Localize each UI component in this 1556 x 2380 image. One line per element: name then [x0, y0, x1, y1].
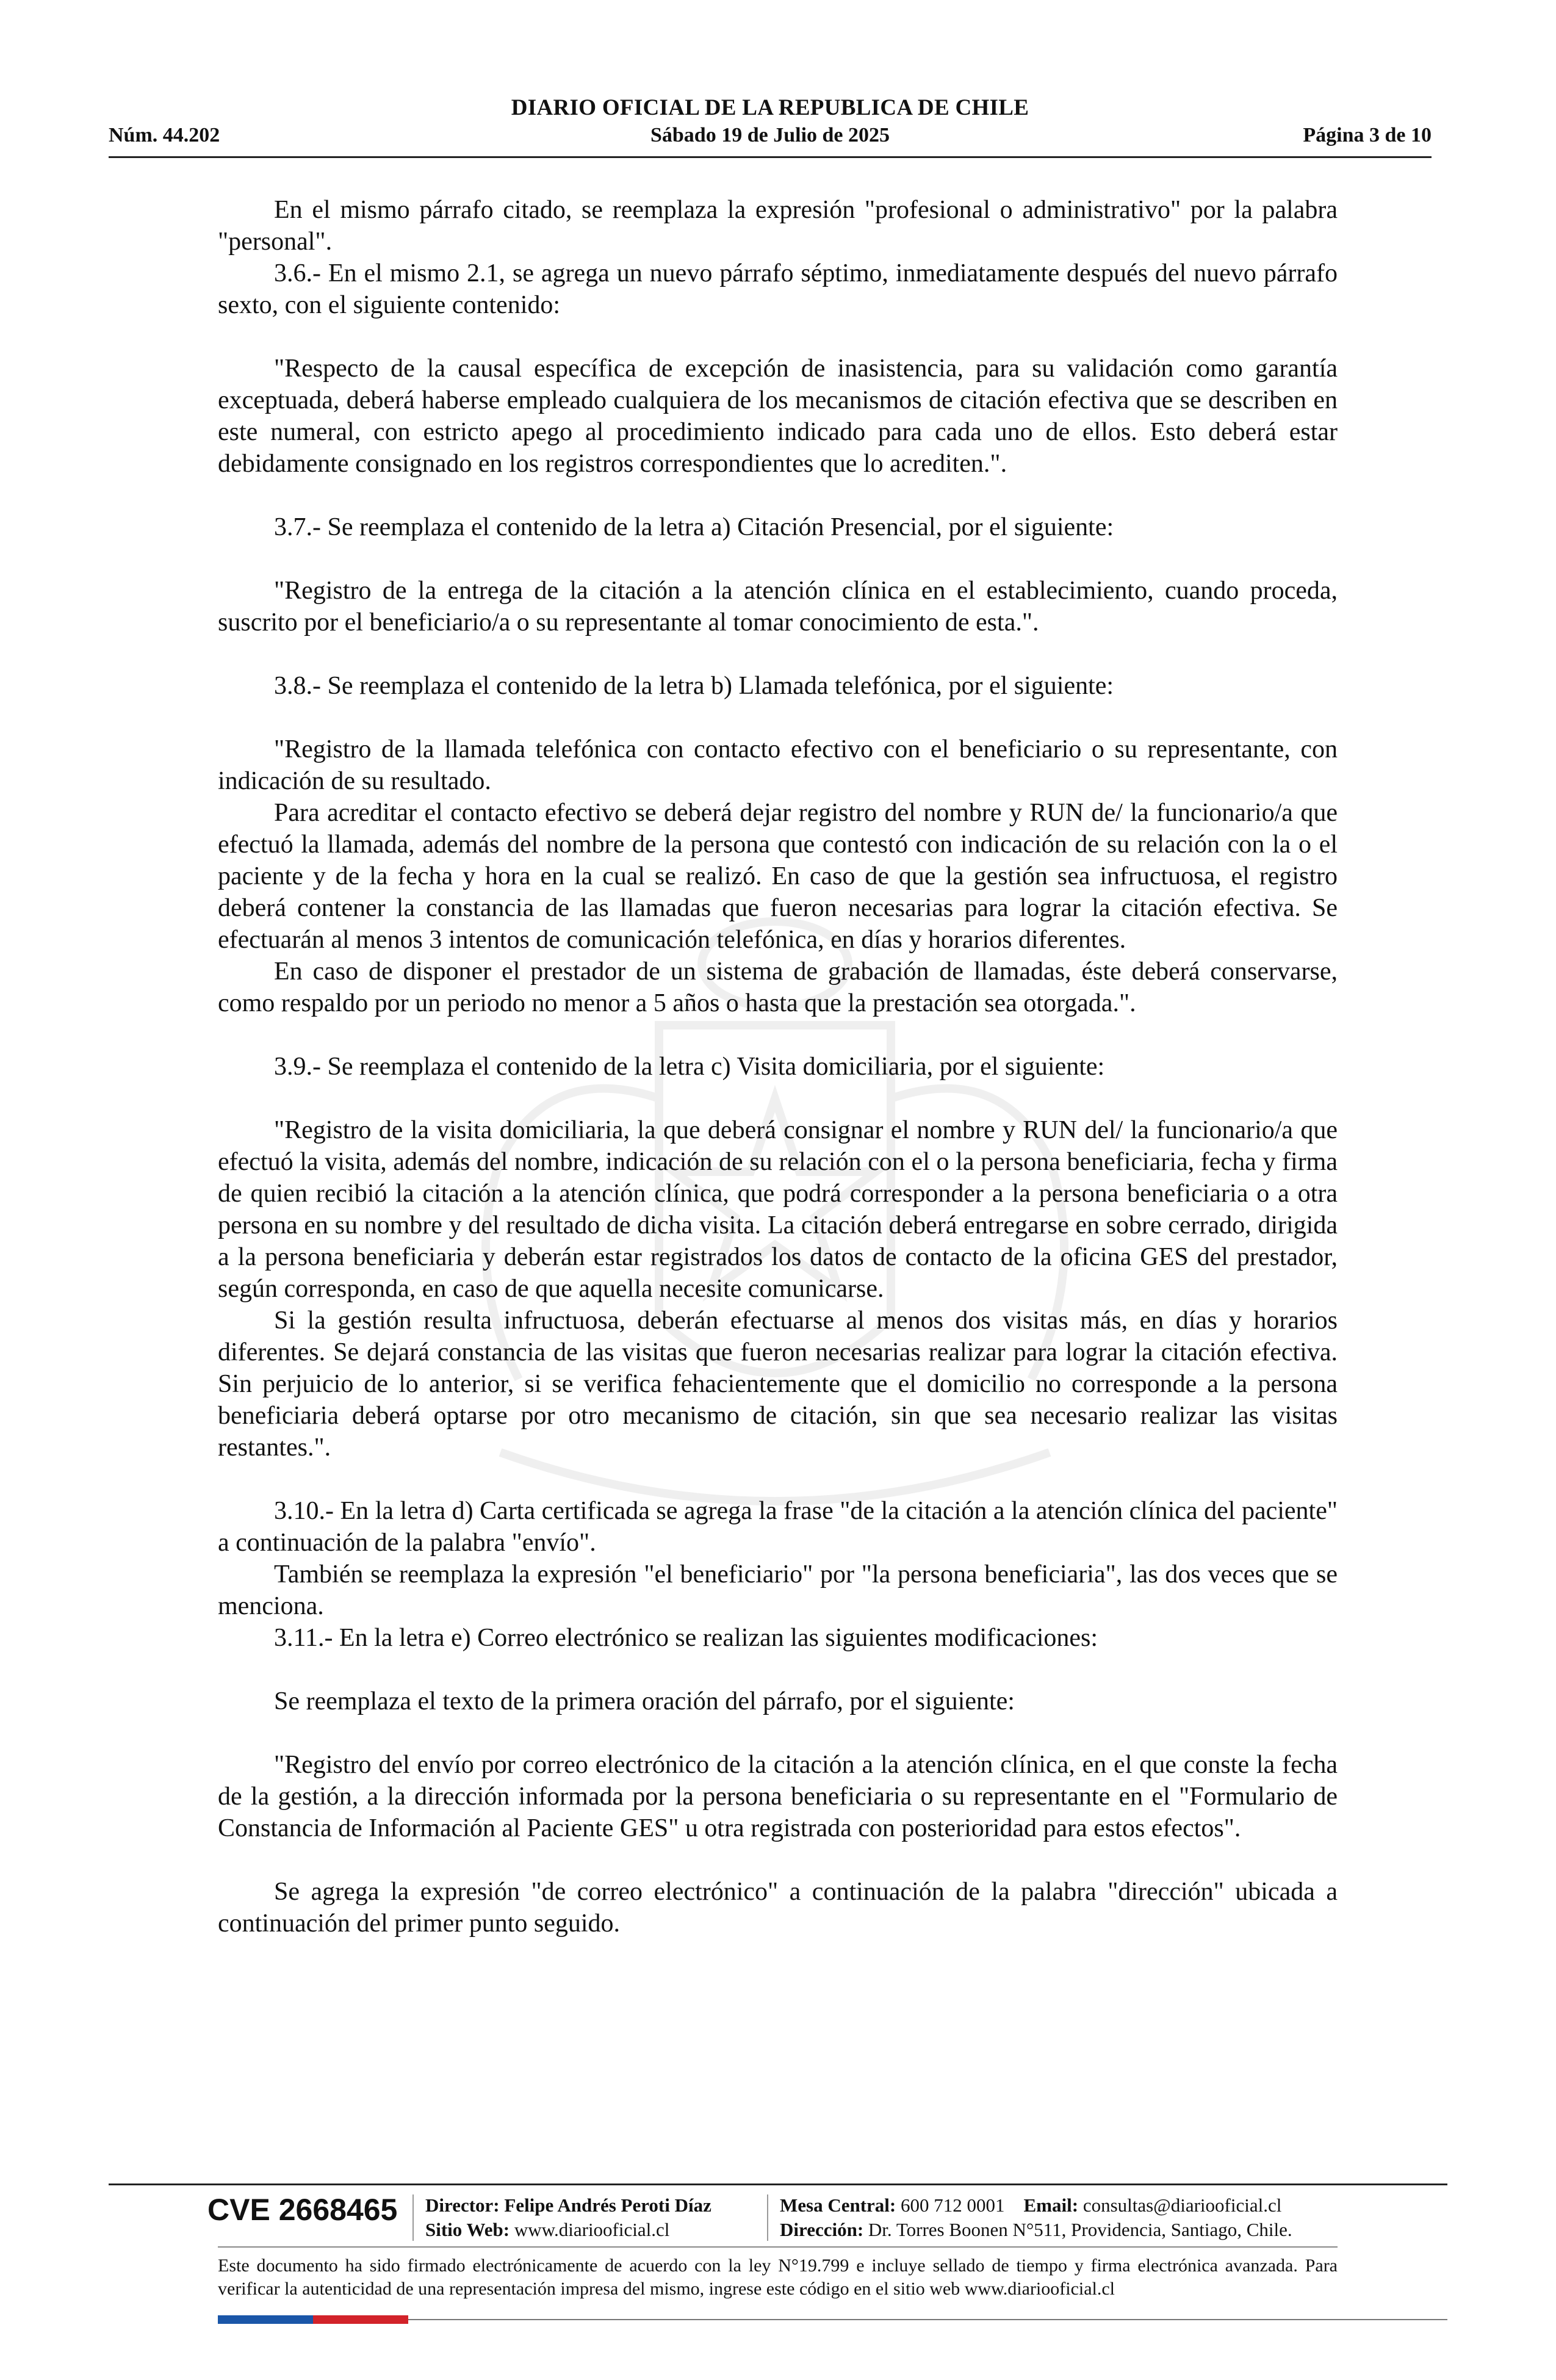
- director-name: Felipe Andrés Peroti Díaz: [504, 2194, 711, 2216]
- paragraph: Si la gestión resulta infructuosa, deberán efectuarse al menos dos visitas más, en días y horarios diferentes. Se dejará constancia de las visitas que fueron necesarias realizar para lograr la citación efectiva. Sin perjuicio de lo anterior, si se verifica fehacientemente que el domicilio no corresponde a la persona beneficiaria deberá optarse por otro mecanismo de citación, sin que sea necesario realizar las visitas restantes.".: [218, 1307, 1338, 1462]
- newspaper-title: DIARIO OFICIAL DE LA REPUBLICA DE CHILE: [511, 95, 1029, 120]
- paragraph: "Registro del envío por correo electrónico de la citación a la atención clínica, en el que conste la fecha de la gestión, a la dirección informada por la persona beneficiaria o su representante en el "Formulario de Constancia de Información al Paciente GES" u otra registrada con posterioridad para estos efectos".: [218, 1751, 1338, 1842]
- signature-notice: Este documento ha sido firmado electrónicamente de acuerdo con la ley N°19.799 e incluye sellado de tiempo y firma electrónica avanzada. Para verificar la autenticidad de una representación impresa del mismo, ingrese este código en el sitio web www.diariooficial.cl: [218, 2256, 1338, 2299]
- page-number: Página 3 de 10: [1303, 124, 1432, 146]
- paragraph: "Respecto de la causal específica de excepción de inasistencia, para su validación como garantía exceptuada, deberá haberse empleado cualquiera de los mecanismos de citación efectiva que se describen en este numeral, con estricto apego al procedimiento indicado para cada uno de ellos. Esto deberá estar debidamente consignado en los registros correspondientes que lo acrediten.".: [218, 355, 1338, 478]
- footer-divider: [109, 2183, 1447, 2185]
- paragraph: "Registro de la llamada telefónica con contacto efectivo con el beneficiario o su representante, con indicación de su resultado.: [218, 735, 1338, 795]
- footer-separator: [767, 2194, 768, 2241]
- paragraph: Se reemplaza el texto de la primera oración del párrafo, por el siguiente:: [274, 1687, 1015, 1715]
- paragraph: En el mismo párrafo citado, se reemplaza la expresión "profesional o administrativo" por la palabra "personal".: [218, 196, 1338, 256]
- paragraph: También se reemplaza la expresión "el beneficiario" por "la persona beneficiaria", las dos veces que se menciona.: [218, 1560, 1338, 1620]
- website-label: Sitio Web:: [425, 2219, 510, 2240]
- cve-code: CVE 2668465: [207, 2193, 398, 2227]
- document-body: [218, 194, 1338, 1939]
- paragraph: 3.9.- Se reemplaza el contenido de la letra c) Visita domiciliaria, por el siguiente:: [274, 1053, 1105, 1081]
- email-link[interactable]: consultas@diariooficial.cl: [1082, 2194, 1282, 2216]
- footer-director-block: [425, 2193, 711, 2242]
- paragraph: "Registro de la visita domiciliaria, la que deberá consignar el nombre y RUN del/ la funcionario/a que efectuó la visita, además del nombre, indicación de su relación con el o la persona beneficiaria, fecha y firma de quien recibió la citación a la atención clínica, que podrá corresponder a la persona beneficiaria o a otra persona en su nombre y del resultado de dicha visita. La citación deberá entregarse en sobre cerrado, dirigida a la persona beneficiaria y deberán estar registrados los datos de contacto de la oficina GES del prestador, según corresponda, en caso de que aquella necesite comunicarse.: [218, 1116, 1338, 1303]
- footer-contact-block: [780, 2193, 1292, 2242]
- paragraph: Se agrega la expresión "de correo electrónico" a continuación de la palabra "dirección" ubicada a continuación del primer punto seguido.: [218, 1878, 1338, 1938]
- paragraph: 3.11.- En la letra e) Correo electrónico se realizan las siguientes modificaciones:: [274, 1624, 1098, 1652]
- flag-blue-segment: [218, 2315, 313, 2324]
- phone-label: Mesa Central:: [780, 2194, 896, 2216]
- email-label: Email:: [1023, 2194, 1079, 2216]
- paragraph: En caso de disponer el prestador de un sistema de grabación de llamadas, éste deberá conservarse, como respaldo por un periodo no menor a 5 años o hasta que la prestación sea otorgada.".: [218, 957, 1338, 1017]
- footer-thin-divider: [218, 2246, 1338, 2248]
- address-value: Dr. Torres Boonen N°511, Providencia, Santiago, Chile.: [868, 2219, 1292, 2240]
- address-label: Dirección:: [780, 2219, 864, 2240]
- paragraph: "Registro de la entrega de la citación a la atención clínica en el establecimiento, cuando proceda, suscrito por el beneficiario/a o su representante al tomar conocimiento de esta.".: [218, 577, 1338, 636]
- footer-separator: [412, 2194, 414, 2241]
- phone-value: 600 712 0001: [901, 2194, 1005, 2216]
- page-header: [109, 95, 1432, 159]
- paragraph: 3.10.- En la letra d) Carta certificada se agrega la frase "de la citación a la atención clínica del paciente" a continuación de la palabra "envío".: [218, 1497, 1338, 1557]
- paragraph: 3.6.- En el mismo 2.1, se agrega un nuevo párrafo séptimo, inmediatamente después del nuevo párrafo sexto, con el siguiente contenido:: [218, 259, 1338, 319]
- issue-date: Sábado 19 de Julio de 2025: [650, 124, 890, 146]
- bottom-divider: [408, 2319, 1447, 2320]
- issue-number: Núm. 44.202: [109, 124, 220, 146]
- paragraph: 3.7.- Se reemplaza el contenido de la letra a) Citación Presencial, por el siguiente:: [274, 513, 1114, 541]
- paragraph: 3.8.- Se reemplaza el contenido de la letra b) Llamada telefónica, por el siguiente:: [274, 672, 1114, 700]
- paragraph: Para acreditar el contacto efectivo se deberá dejar registro del nombre y RUN de/ la funcionario/a que efectuó la llamada, además del nombre de la persona que contestó con indicación de su relación con la o el paciente y de la fecha y hora en la cual se realizó. En caso de que la gestión sea infructuosa, el registro deberá contener la constancia de las llamadas que fueron necesarias para lograr la citación efectiva. Se efectuarán al menos 3 intentos de comunicación telefónica, en días y horarios diferentes.: [218, 799, 1338, 954]
- flag-stripe: [218, 2315, 408, 2324]
- website-link[interactable]: www.diariooficial.cl: [514, 2219, 670, 2240]
- flag-red-segment: [313, 2315, 408, 2324]
- director-label: Director:: [425, 2194, 500, 2216]
- header-divider: [109, 156, 1432, 158]
